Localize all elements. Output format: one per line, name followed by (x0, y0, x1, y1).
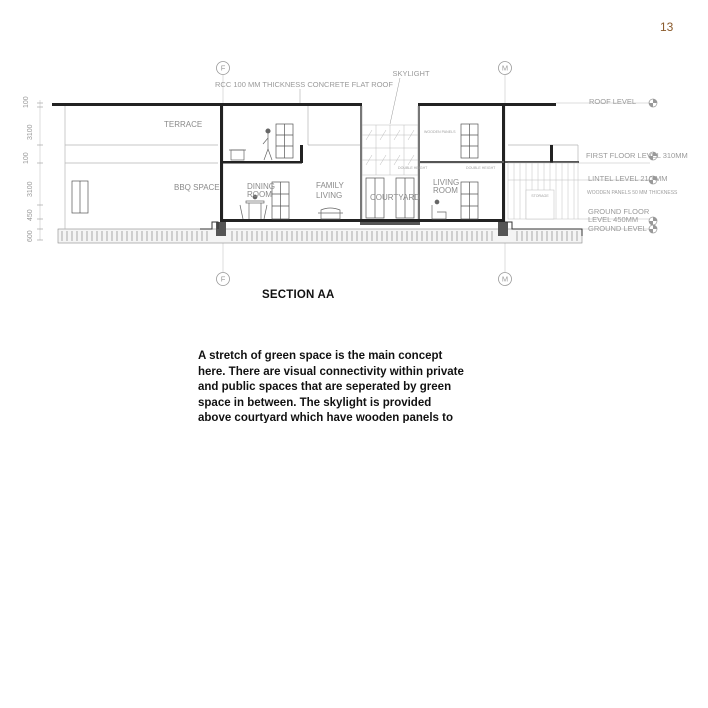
family-label-2: LIVING (316, 191, 343, 200)
dim-3: 100 (23, 152, 30, 164)
wooden-panels-small-label: WOODEN PANELS (424, 130, 456, 134)
living-label-2: ROOM (433, 186, 458, 195)
building-outline (65, 106, 578, 229)
lintel-level-label: LINTEL LEVEL 210 MM (588, 174, 668, 183)
dim-2: 3100 (27, 124, 34, 140)
ground-level-label: GROUND LEVEL (588, 224, 647, 233)
first-floor-slab-right (420, 161, 504, 163)
dim-1: 100 (23, 96, 30, 108)
first-floor-slab-left (222, 161, 302, 164)
roof-slab-right (418, 103, 556, 106)
roof-note: RCC 100 MM THICKNESS CONCRETE FLAT ROOF (215, 80, 393, 89)
living-label-1: LIVING (433, 178, 460, 187)
description-line: here. There are visual connectivity within private (198, 365, 464, 378)
courtyard-sunken-slab (360, 222, 420, 225)
parapet-east (550, 145, 553, 163)
grid-label-bottom-right: M (501, 274, 509, 284)
stair-drop (300, 145, 303, 163)
description-line: A stretch of green space is the main concept (198, 350, 443, 362)
first-floor-level-label: FIRST FLOOR LEVEL 310MM (586, 151, 688, 160)
section-title: SECTION AA (262, 289, 335, 301)
double-height-label-1: DOUBLE HEIGHT (398, 166, 428, 170)
steps-left (200, 222, 218, 229)
roof-slab-left (52, 103, 222, 106)
terrace-label: TERRACE (164, 120, 203, 129)
description-line: and public spaces that are seperated by green (198, 381, 452, 393)
windows (72, 124, 478, 219)
bbq-label: BBQ SPACE (174, 183, 220, 192)
dim-5: 450 (27, 209, 34, 221)
roof-level-label: ROOF LEVEL (589, 97, 637, 106)
double-height-label-2: DOUBLE HEIGHT (466, 166, 496, 170)
wall-courtyard-left (360, 106, 362, 222)
ground-floor-level-label-1: GROUND FLOOR (588, 207, 650, 216)
courtyard-label: COURTYARD (370, 193, 420, 202)
page-number: 13 (660, 20, 674, 34)
ground-slab (222, 219, 505, 222)
description-text (198, 349, 498, 423)
grid-label-top-left: F (220, 63, 226, 73)
grid-label-top-right: M (501, 63, 509, 73)
skylight-label: SKYLIGHT (392, 69, 430, 78)
level-markers (649, 99, 657, 233)
family-label-1: FAMILY (316, 181, 344, 190)
column-f (220, 103, 223, 229)
wooden-panels-level-label: WOODEN PANELS 50 MM THICKNESS (587, 190, 678, 196)
dim-6: 600 (27, 230, 34, 242)
roof-slab-mid (222, 103, 362, 106)
wall-courtyard-right (418, 106, 420, 222)
grid-label-bottom-left: F (220, 274, 226, 284)
storage-label: STORAGE (531, 194, 549, 198)
column-m (502, 103, 505, 229)
first-floor-slab-east (505, 161, 579, 163)
footing-m (498, 222, 508, 236)
dim-4: 3100 (27, 181, 34, 197)
ground-floor-level-label-2: LEVEL 450MM (588, 215, 639, 224)
description-line: space in between. The skylight is provided (198, 396, 432, 409)
dining-label-1: DINING (247, 182, 275, 191)
description-line: above courtyard which have wooden panels to (198, 412, 453, 423)
dining-label-2: ROOM (247, 190, 272, 199)
